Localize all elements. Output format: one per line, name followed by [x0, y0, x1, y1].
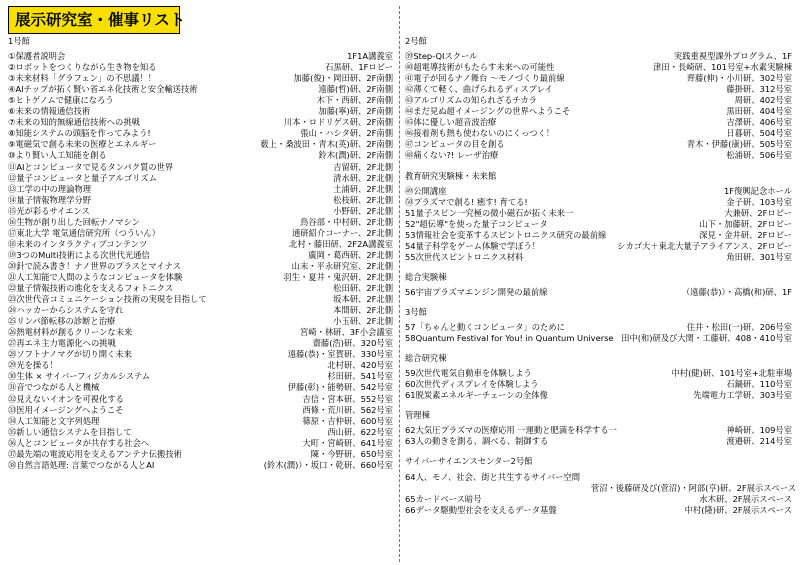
exhibit-name: 脱炭素エネルギーチェーンの全体像 [415, 390, 548, 401]
exhibit-number: ㉜ [8, 393, 17, 404]
section-heading: 教育研究実験棟・未来館 [405, 170, 497, 181]
exhibit-row [8, 217, 393, 228]
exhibit-name: 次世代スピントロニクス材料 [415, 251, 524, 262]
exhibit-name: 次世代電気自動車を体験しよう [415, 368, 532, 379]
exhibit-row [405, 436, 792, 447]
exhibit-name: 再エネ主力電源化への挑戦 [16, 338, 116, 349]
exhibit-number: ⑫ [8, 172, 17, 183]
exhibit-location: 陳・今野研、650号室 [310, 448, 393, 459]
exhibit-location: 青木・伊藤(康)研、505号室 [686, 139, 792, 150]
exhibit-number: ㉚ [8, 371, 17, 382]
exhibit-name: 人の動きを測る、調べる、制御する [415, 436, 549, 447]
exhibit-number: ⑱ [8, 238, 17, 249]
exhibit-name: 知能システムの頭脳を作ってみよう! [15, 128, 151, 139]
exhibit-number: 55 [405, 251, 416, 262]
exhibit-location: 神崎研、109号室 [726, 425, 792, 436]
exhibit-location: 薮上・桑波田・青木(英)研、2F南側 [260, 139, 393, 150]
exhibit-location: 中村(健)研、101号室+北駐車場 [671, 368, 792, 379]
exhibit-number: ④ [8, 84, 16, 95]
exhibit-row [8, 206, 393, 217]
exhibit-location: 西山研、622号室 [327, 426, 393, 437]
exhibit-location: 津田・長崎研、101号室+水素実験棟 [653, 62, 792, 73]
section-heading: 1号館 [8, 36, 30, 46]
exhibit-number: ㉑ [8, 271, 17, 282]
exhibit-row [405, 186, 792, 197]
exhibit-row [8, 51, 393, 62]
exhibit-name: 次世代ディスプレイを体験しよう [415, 379, 539, 390]
exhibit-location: 小野研、2F北側 [333, 205, 393, 216]
exhibit-location: 山末・平永研究室、2F北側 [291, 260, 393, 271]
exhibit-row [8, 305, 393, 316]
exhibit-name: 超電導技術がもたらす未来への可能性 [413, 62, 555, 73]
exhibit-name: 最先端の電波応用を支えるアンテナ伝搬技術 [16, 448, 182, 459]
exhibit-number: 52 [405, 218, 416, 229]
exhibit-location: 大兼研、2Fロビー [724, 207, 792, 218]
exhibit-location: 先端電力工学研、303号室 [693, 390, 792, 401]
exhibit-row [405, 505, 792, 516]
exhibit-number: 56 [405, 286, 416, 297]
section-spacer [405, 298, 792, 307]
exhibit-row [405, 62, 792, 73]
column-divider [399, 6, 400, 562]
section-heading: 総合研究棟 [405, 353, 447, 364]
exhibit-location: 1F復興記念ホール [724, 185, 792, 196]
exhibit-name: 未来材料「グラフェン」の不思議！！ [15, 73, 157, 84]
exhibit-number: ㉟ [8, 426, 17, 437]
exhibit-number: ⑧ [8, 128, 16, 139]
exhibit-location: 鈴木(潤)研、2F南側 [318, 150, 393, 161]
exhibit-row [8, 261, 393, 272]
exhibit-location: 松枝研、2F北側 [333, 194, 393, 205]
exhibit-row [405, 425, 792, 436]
exhibit-location: 吉澤研、406号室 [726, 117, 792, 128]
exhibit-name: 東北大学 電気通信研究所（つういん） [16, 227, 160, 238]
exhibit-location: 田中(和)研及び大関・工藤研、408・410号室 [621, 333, 792, 344]
exhibit-location: 周研、402号室 [734, 95, 792, 106]
exhibit-row [405, 73, 792, 84]
exhibit-number: ㊹ [405, 106, 414, 117]
exhibit-name: データ駆動型社会を支えるデータ基盤 [415, 504, 557, 515]
exhibit-number: ㊲ [8, 448, 17, 459]
exhibit-row [8, 394, 393, 405]
exhibit-location: 遠藤(恭)・室賀研、330号室 [287, 349, 393, 360]
exhibit-name: 熱電材料が創るクリーンな未来 [16, 327, 133, 338]
exhibit-location: 渡邉研、214号室 [726, 436, 792, 447]
exhibit-location: 清水研、2F北側 [333, 172, 393, 183]
exhibit-location: 張山・ハシタ研、2F南側 [300, 128, 393, 139]
exhibit-name: AIとコンピュータで見るタンパク質の世界 [16, 161, 174, 172]
exhibit-number: 57 [405, 322, 416, 333]
exhibit-row [405, 51, 792, 62]
exhibit-name: 「ちゃんと動くコンピュータ」のために [415, 322, 565, 333]
exhibit-location: 杉田研、541号室 [327, 371, 393, 382]
exhibit-number: ⑳ [8, 260, 17, 271]
exhibit-row [405, 494, 792, 505]
exhibit-row [405, 390, 792, 401]
exhibit-number: ㊾ [405, 185, 414, 196]
exhibit-row [405, 322, 792, 333]
exhibit-row [8, 95, 393, 106]
exhibit-location: 松浦研、506号室 [726, 150, 792, 161]
exhibit-location: 松田研、2F北側 [333, 283, 393, 294]
exhibit-name: 接着剤も熱も使わないのにくっつく！ [413, 128, 555, 139]
exhibit-number: 59 [405, 368, 416, 379]
exhibit-name: ヒトゲノムで健康になろう [15, 95, 114, 106]
exhibit-row [8, 294, 393, 305]
section-spacer [405, 263, 792, 272]
exhibit-location: （遠藤(恭)）・高橋(和)研、1F [681, 286, 792, 297]
exhibit-location: 大町・宮崎研、641号室 [302, 437, 393, 448]
section-heading: 総合実験棟 [405, 271, 447, 282]
page-title: 展示研究室・催事リスト [8, 6, 180, 34]
exhibit-name: 宇宙プラズマエンジン開発の最前線 [415, 286, 548, 297]
exhibit-location: 遠藤(哲)研、2F南側 [318, 84, 393, 95]
exhibit-name: 人工知能で人間のようなコンピュータを体験 [16, 271, 183, 282]
exhibit-location: 藤掛研、312号室 [726, 84, 792, 95]
exhibit-row [8, 327, 393, 338]
right-column [405, 36, 796, 516]
exhibit-location: 住井・松田(一)研、206号室 [686, 322, 792, 333]
exhibit-name: より賢い人工知能を創る [15, 150, 107, 161]
exhibit-name: 体に優しい超音波治療 [413, 117, 497, 128]
exhibit-number: ① [8, 51, 16, 62]
exhibit-name: Quantum Festival for You! in Quantum Universe [415, 333, 614, 344]
exhibit-number: ㉓ [8, 294, 17, 305]
exhibit-location: 中村(隆)研、2F展示スペース [684, 504, 792, 515]
exhibit-location: 加藤(俊)・岡田研、2F南側 [293, 73, 393, 84]
exhibit-row [8, 84, 393, 95]
exhibit-name: 情報社会を変革するスピントロニクス研究の最前線 [415, 229, 607, 240]
exhibit-number: ㉙ [8, 360, 17, 371]
exhibit-name: 量子コンピュータと量子アルゴリズム [16, 172, 157, 183]
exhibit-row [8, 371, 393, 382]
exhibit-number: ⑨ [8, 139, 16, 150]
exhibit-number: ㉗ [8, 338, 17, 349]
exhibit-number: ㊷ [405, 84, 414, 95]
exhibit-name: ソフトナノマグが切り開く未来 [16, 349, 132, 360]
exhibit-number: ㊿ [405, 196, 414, 207]
exhibit-name: 新しい通信システムを目指して [16, 426, 132, 437]
exhibit-row [8, 360, 393, 371]
exhibit-number: ㉖ [8, 327, 17, 338]
exhibit-number: ㉔ [8, 305, 17, 316]
exhibit-row [405, 139, 792, 150]
exhibit-name: プラズマで創る! 癒す! 育てる! [413, 196, 528, 207]
exhibit-name: "超伝導"を使った量子コンピュータ [415, 218, 548, 229]
exhibit-number: ㊳ [8, 459, 17, 470]
exhibit-row [8, 106, 393, 117]
exhibit-name: 電磁気で創る未来の医療とエネルギー [15, 139, 157, 150]
exhibit-name: 人、モノ、社会、街と共生するサイバー空間 [415, 471, 581, 482]
exhibit-location: 吉留研、2F北側 [333, 161, 393, 172]
exhibit-row [8, 272, 393, 283]
section-spacer [405, 401, 792, 410]
exhibit-row [8, 139, 393, 150]
exhibit-name: 生体 × サイバーフィジカルシステム [16, 371, 151, 382]
exhibit-number: 54 [405, 240, 416, 251]
exhibit-number: ⑤ [8, 95, 16, 106]
exhibit-number: ⑩ [8, 150, 16, 161]
exhibit-row [405, 219, 792, 230]
exhibit-location: 角田研、301号室 [726, 251, 792, 262]
exhibit-location: 木下・西研、2F南側 [316, 95, 393, 106]
exhibit-number: 62 [405, 425, 416, 436]
exhibit-location: 石黒研、1Fロビー [325, 62, 393, 73]
exhibit-location: (鈴木(潤)）・坂口・乾研、660号室 [263, 459, 393, 470]
exhibit-row [405, 128, 792, 139]
exhibit-location: 小玉研、2F北側 [333, 316, 393, 327]
exhibit-name: 公開講座 [413, 185, 447, 196]
section-spacer [405, 447, 792, 456]
exhibit-location: 菅沼・後藤研及び(菅沼)・阿部(亨)研、2F展示スペース [590, 482, 796, 493]
exhibit-number: 61 [405, 390, 416, 401]
exhibit-number: ㊶ [405, 73, 414, 84]
exhibit-name: 未来のインタラクティブコンテンツ [16, 238, 148, 249]
exhibit-name: 量子情報技術の進化を支えるフォトニクス [16, 283, 174, 294]
exhibit-row [405, 230, 792, 241]
exhibit-row [8, 62, 393, 73]
section-spacer [405, 344, 792, 353]
exhibit-name: リンパ節転移の診断と治療 [16, 316, 116, 327]
exhibit-number: ㊻ [405, 128, 414, 139]
exhibit-location: 日暮研、504号室 [726, 128, 792, 139]
exhibit-number: ㊱ [8, 437, 17, 448]
exhibit-name: 量子情報物理学分野 [16, 194, 91, 205]
exhibit-row [405, 84, 792, 95]
exhibit-location: 山下・加藤研、2Fロビー [699, 218, 792, 229]
exhibit-location: 水木研、2F展示スペース [699, 493, 792, 504]
exhibit-location: 篠原・吉仲研、600号室 [302, 415, 393, 426]
exhibit-location: 実践重視型課外プログラム、1F [673, 51, 792, 62]
exhibit-number: ㊵ [405, 62, 414, 73]
exhibit-name: 未来の情報通信技術 [15, 106, 91, 117]
exhibit-row [8, 405, 393, 416]
exhibit-location: 北村・藤田研、2F2A講義室 [289, 238, 393, 249]
exhibit-name: アルゴリズムの知られざるチカラ [413, 95, 538, 106]
exhibit-row [8, 150, 393, 161]
exhibit-row [405, 287, 792, 298]
exhibit-number: ㉝ [8, 404, 17, 415]
exhibit-number: ㊴ [405, 51, 414, 62]
exhibit-row [8, 283, 393, 294]
exhibit-location: 本間研、2F北側 [333, 305, 393, 316]
exhibit-name: 次世代音コミュニケーション技術の実現を目指して [16, 294, 207, 305]
exhibit-row [405, 117, 792, 128]
exhibit-row [8, 349, 393, 360]
exhibit-number: ⑯ [8, 216, 17, 227]
exhibit-row [8, 416, 393, 427]
exhibit-number: ㊽ [405, 150, 414, 161]
exhibit-row [405, 368, 792, 379]
section-heading: 3号館 [405, 306, 427, 317]
exhibit-number: ⑥ [8, 106, 16, 117]
exhibit-name: 音でつながる人と機械 [16, 382, 100, 393]
exhibit-location: シカゴ大＋東北大量子アライアンス、2Fロビー [617, 240, 792, 251]
exhibit-row [8, 250, 393, 261]
exhibit-location: 川本・ロドリゲス研、2F南側 [283, 117, 393, 128]
exhibit-row [8, 73, 393, 84]
section-spacer [405, 162, 792, 171]
exhibit-name: まだ見ぬ超イメージングの世界へようこそ [413, 106, 571, 117]
exhibit-row [8, 195, 393, 206]
exhibit-number: 60 [405, 379, 416, 390]
exhibit-name: Step-QIスクール [413, 51, 478, 62]
exhibit-row [405, 197, 792, 208]
exhibit-row [8, 338, 393, 349]
exhibit-location: 鳥谷部・中村研、2F北側 [299, 216, 393, 227]
exhibit-number: ㊼ [405, 139, 414, 150]
exhibit-location: 黒田研、404号室 [726, 106, 792, 117]
exhibit-number: ⑲ [8, 249, 17, 260]
exhibit-number: ② [8, 62, 16, 73]
exhibit-number: 66 [405, 504, 416, 515]
exhibit-location: 通研紹介コーナー、2F北側 [292, 227, 393, 238]
exhibit-row [8, 239, 393, 250]
exhibit-row [8, 427, 393, 438]
exhibit-number: ㉛ [8, 382, 17, 393]
exhibit-location: 宮崎・林研、3F小会議室 [299, 327, 393, 338]
exhibit-name: 量子スピン一究極の微小磁石が拓く未来一 [415, 207, 574, 218]
exhibit-location: 廣岡・葛西研、2F北側 [308, 249, 393, 260]
exhibit-name: 電子が回るナノ舞台 ～モノづくり最前線 [413, 73, 565, 84]
exhibit-location: 加藤(寧)研、2F南側 [318, 106, 393, 117]
exhibit-location: 深見・金井研、2Fロビー [699, 229, 792, 240]
section-heading: サイバーサイエンスセンター2号館 [405, 456, 533, 467]
exhibit-number: 64 [405, 471, 416, 482]
exhibit-row [8, 128, 393, 139]
exhibit-name: 保護者説明会 [15, 51, 66, 62]
section-heading: 2号館 [405, 36, 427, 46]
exhibit-location: 齊藤(伸)・小川研、302号室 [686, 73, 792, 84]
exhibit-row [405, 379, 792, 390]
exhibit-row [8, 184, 393, 195]
exhibit-name: 自然言語処理: 言葉でつながる人とAI [16, 459, 155, 470]
exhibit-row [8, 449, 393, 460]
exhibit-number: 58 [405, 333, 416, 344]
exhibit-name: 医用イメージングへようこそ [16, 404, 124, 415]
exhibit-number: ㊺ [405, 117, 414, 128]
left-column [8, 36, 393, 471]
section-heading: 管理棟 [405, 410, 430, 421]
exhibit-location: 土浦研、2F北側 [333, 183, 393, 194]
exhibit-row [8, 438, 393, 449]
exhibit-location: 羽生・夏井・鬼沢研、2F北側 [283, 271, 393, 282]
exhibit-location: 北村研、420号室 [327, 360, 393, 371]
exhibit-name: 工学の中の理論物理 [16, 183, 91, 194]
exhibit-name: 光を操る！ [16, 360, 58, 371]
exhibit-number: 51 [405, 207, 416, 218]
exhibit-name: ハッカーからシステムを守れ [16, 305, 124, 316]
exhibit-row [405, 252, 792, 263]
exhibit-number: 63 [405, 436, 416, 447]
exhibit-name: ロボットをつくりながら生き物を知る [15, 62, 157, 73]
exhibit-name: コンピュータの目を創る [413, 139, 505, 150]
exhibit-name: 光が彩るサイエンス [16, 205, 90, 216]
exhibit-name: 人とコンピュータが共存する社会へ [16, 437, 150, 448]
exhibit-number: ⑰ [8, 227, 17, 238]
exhibit-location: 吉信・宮本研、552号室 [302, 393, 393, 404]
exhibit-number: ③ [8, 73, 16, 84]
exhibit-number: 65 [405, 493, 416, 504]
exhibit-location: 伊藤(彰)・能勢研、542号室 [287, 382, 393, 393]
exhibit-number: ⑬ [8, 183, 17, 194]
exhibit-number: ⑭ [8, 194, 17, 205]
exhibit-number: 53 [405, 229, 416, 240]
exhibit-name: 薄くて軽く、曲げられるディスプレイ [413, 84, 553, 95]
exhibit-name: 人工知能と文字列処理 [16, 415, 100, 426]
exhibit-number: ㉕ [8, 316, 17, 327]
exhibit-location: 1F1A講義室 [347, 51, 393, 62]
exhibit-row [405, 150, 792, 161]
exhibit-location: 石鍋研、110号室 [726, 379, 792, 390]
exhibit-name: 未来の知的無線通信技術への挑戦 [15, 117, 140, 128]
exhibit-number: ⑪ [8, 161, 17, 172]
exhibit-row [8, 382, 393, 393]
exhibit-location: 金子研、103号室 [726, 196, 792, 207]
exhibit-number: ⑮ [8, 205, 17, 216]
exhibit-name: 3つのMulti技術による次世代光通信 [16, 249, 150, 260]
exhibit-row [405, 95, 792, 106]
exhibit-number: ㉒ [8, 283, 17, 294]
exhibit-row [8, 117, 393, 128]
exhibit-number: ㉘ [8, 349, 17, 360]
exhibit-name: カードベース暗号 [415, 493, 482, 504]
exhibit-name: 針で読み書き！ナノ世界のプラスとマイナス [16, 260, 181, 271]
exhibit-name: 大気圧プラズマの医療応用 一運動と肥満を科学する一 [415, 425, 617, 436]
exhibit-number: ㉞ [8, 415, 17, 426]
exhibit-name: 量子科学をゲーム体験で学ぼう！ [415, 240, 541, 251]
exhibit-location: 西條・荒川研、562号室 [302, 404, 393, 415]
exhibit-row [8, 460, 393, 471]
exhibit-row [405, 106, 792, 117]
exhibit-number: ㊸ [405, 95, 414, 106]
exhibit-row [405, 208, 792, 219]
exhibit-location: 齋藤(浩)研、320号室 [312, 338, 393, 349]
exhibit-row [8, 162, 393, 173]
exhibit-name: 痛くない?! レーザ治療 [413, 150, 499, 161]
exhibit-name: 見えないイオンを可視化する [16, 393, 124, 404]
exhibit-row [8, 316, 393, 327]
exhibit-row [405, 471, 796, 494]
exhibit-name: 生物が創り出した回転ナノマシン [16, 216, 140, 227]
exhibit-location: 坂本研、2F北側 [333, 294, 393, 305]
exhibit-row [8, 228, 393, 239]
exhibit-number: ⑦ [8, 117, 16, 128]
exhibit-name: AIチップが拓く賢い省エネ化技術と安全輸送技術 [15, 84, 198, 95]
exhibit-row [8, 173, 393, 184]
exhibit-row [405, 333, 792, 344]
exhibit-row [405, 241, 792, 252]
